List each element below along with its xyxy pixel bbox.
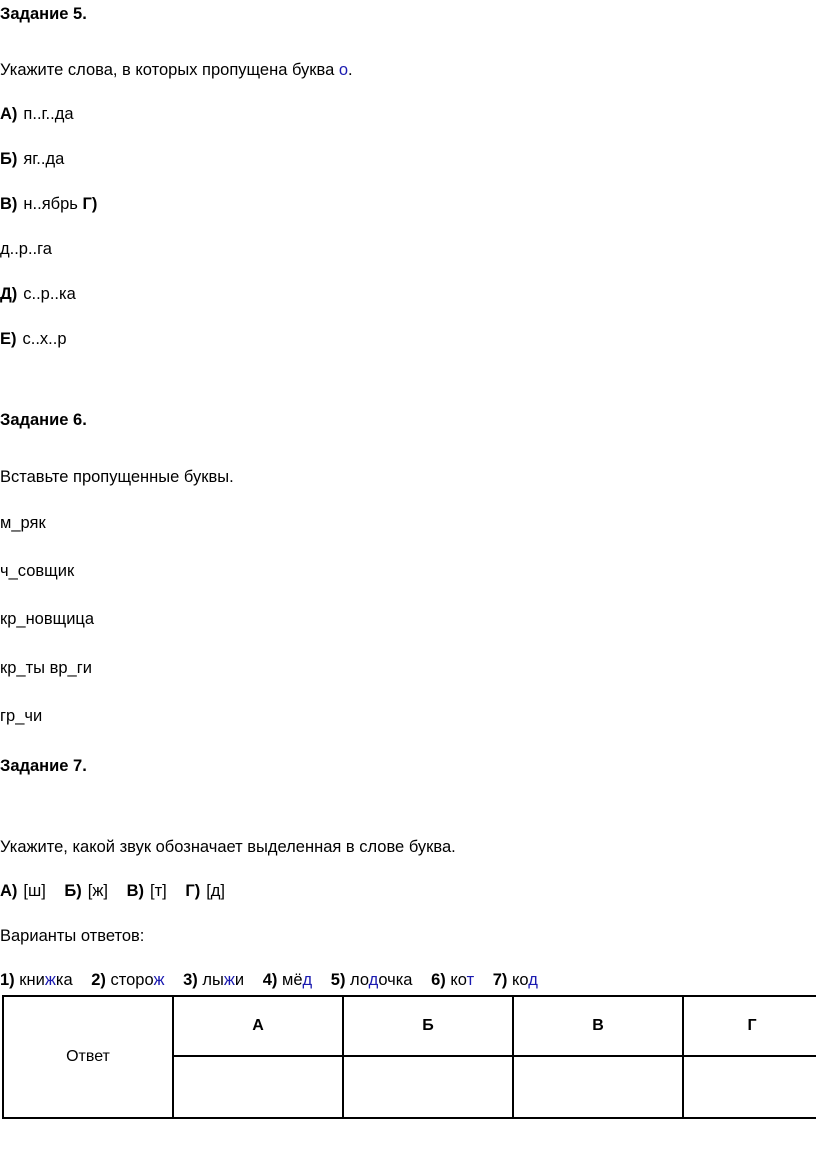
- answer-cell[interactable]: [683, 1056, 816, 1118]
- option-7: 7) код: [492, 971, 538, 989]
- task5-title: Задание 5.: [0, 5, 87, 23]
- task6-word: кр_ты вр_ги: [0, 659, 92, 677]
- option-6: 6) кот: [431, 971, 475, 989]
- option-5: 5) лодочка: [330, 971, 413, 989]
- task5-item-e: Е) с..х..р: [0, 330, 67, 348]
- task6-word: м_ряк: [0, 514, 46, 532]
- answer-cell[interactable]: [513, 1056, 683, 1118]
- answer-cell[interactable]: [343, 1056, 513, 1118]
- answer-row-label: Ответ: [3, 996, 173, 1118]
- answer-cell[interactable]: [173, 1056, 343, 1118]
- answer-column-header: В: [513, 996, 683, 1056]
- task5-item-v: В) н..ябрь Г): [0, 195, 98, 213]
- answer-column-header: Б: [343, 996, 513, 1056]
- task6-word: кр_новщица: [0, 610, 95, 628]
- option-3: 3) лыжи: [183, 971, 245, 989]
- option-2: 2) сторож: [91, 971, 165, 989]
- task6-instruction: Вставьте пропущенные буквы.: [0, 468, 234, 486]
- task7-title: Задание 7.: [0, 757, 87, 775]
- task5-item-g: д..р..га: [0, 240, 52, 258]
- task7-sounds: А) [ш] Б) [ж] В) [т] Г) [д]: [0, 882, 225, 900]
- task7-instruction: Укажите, какой звук обозначает выделенная в слове буква.: [0, 838, 456, 856]
- task6-word: гр_чи: [0, 707, 43, 725]
- highlighted-letter: о: [338, 61, 349, 79]
- task5-item-a: А) п..г..да: [0, 105, 74, 123]
- task5-item-b: Б) яг..да: [0, 150, 65, 168]
- task6-title: Задание 6.: [0, 411, 87, 429]
- option-4: 4) мёд: [262, 971, 313, 989]
- task7-variants-label: Варианты ответов:: [0, 927, 145, 945]
- answer-column-header: Г: [683, 996, 816, 1056]
- answer-table: [2, 995, 816, 1119]
- task5-item-d: Д) с..р..ка: [0, 285, 76, 303]
- task6-word: ч_совщик: [0, 562, 75, 580]
- task5-instruction: Укажите слова, в которых пропущена буква о.: [0, 61, 353, 79]
- option-1: 1) книжка: [0, 971, 73, 989]
- answer-column-header: А: [173, 996, 343, 1056]
- task7-options: [0, 970, 538, 990]
